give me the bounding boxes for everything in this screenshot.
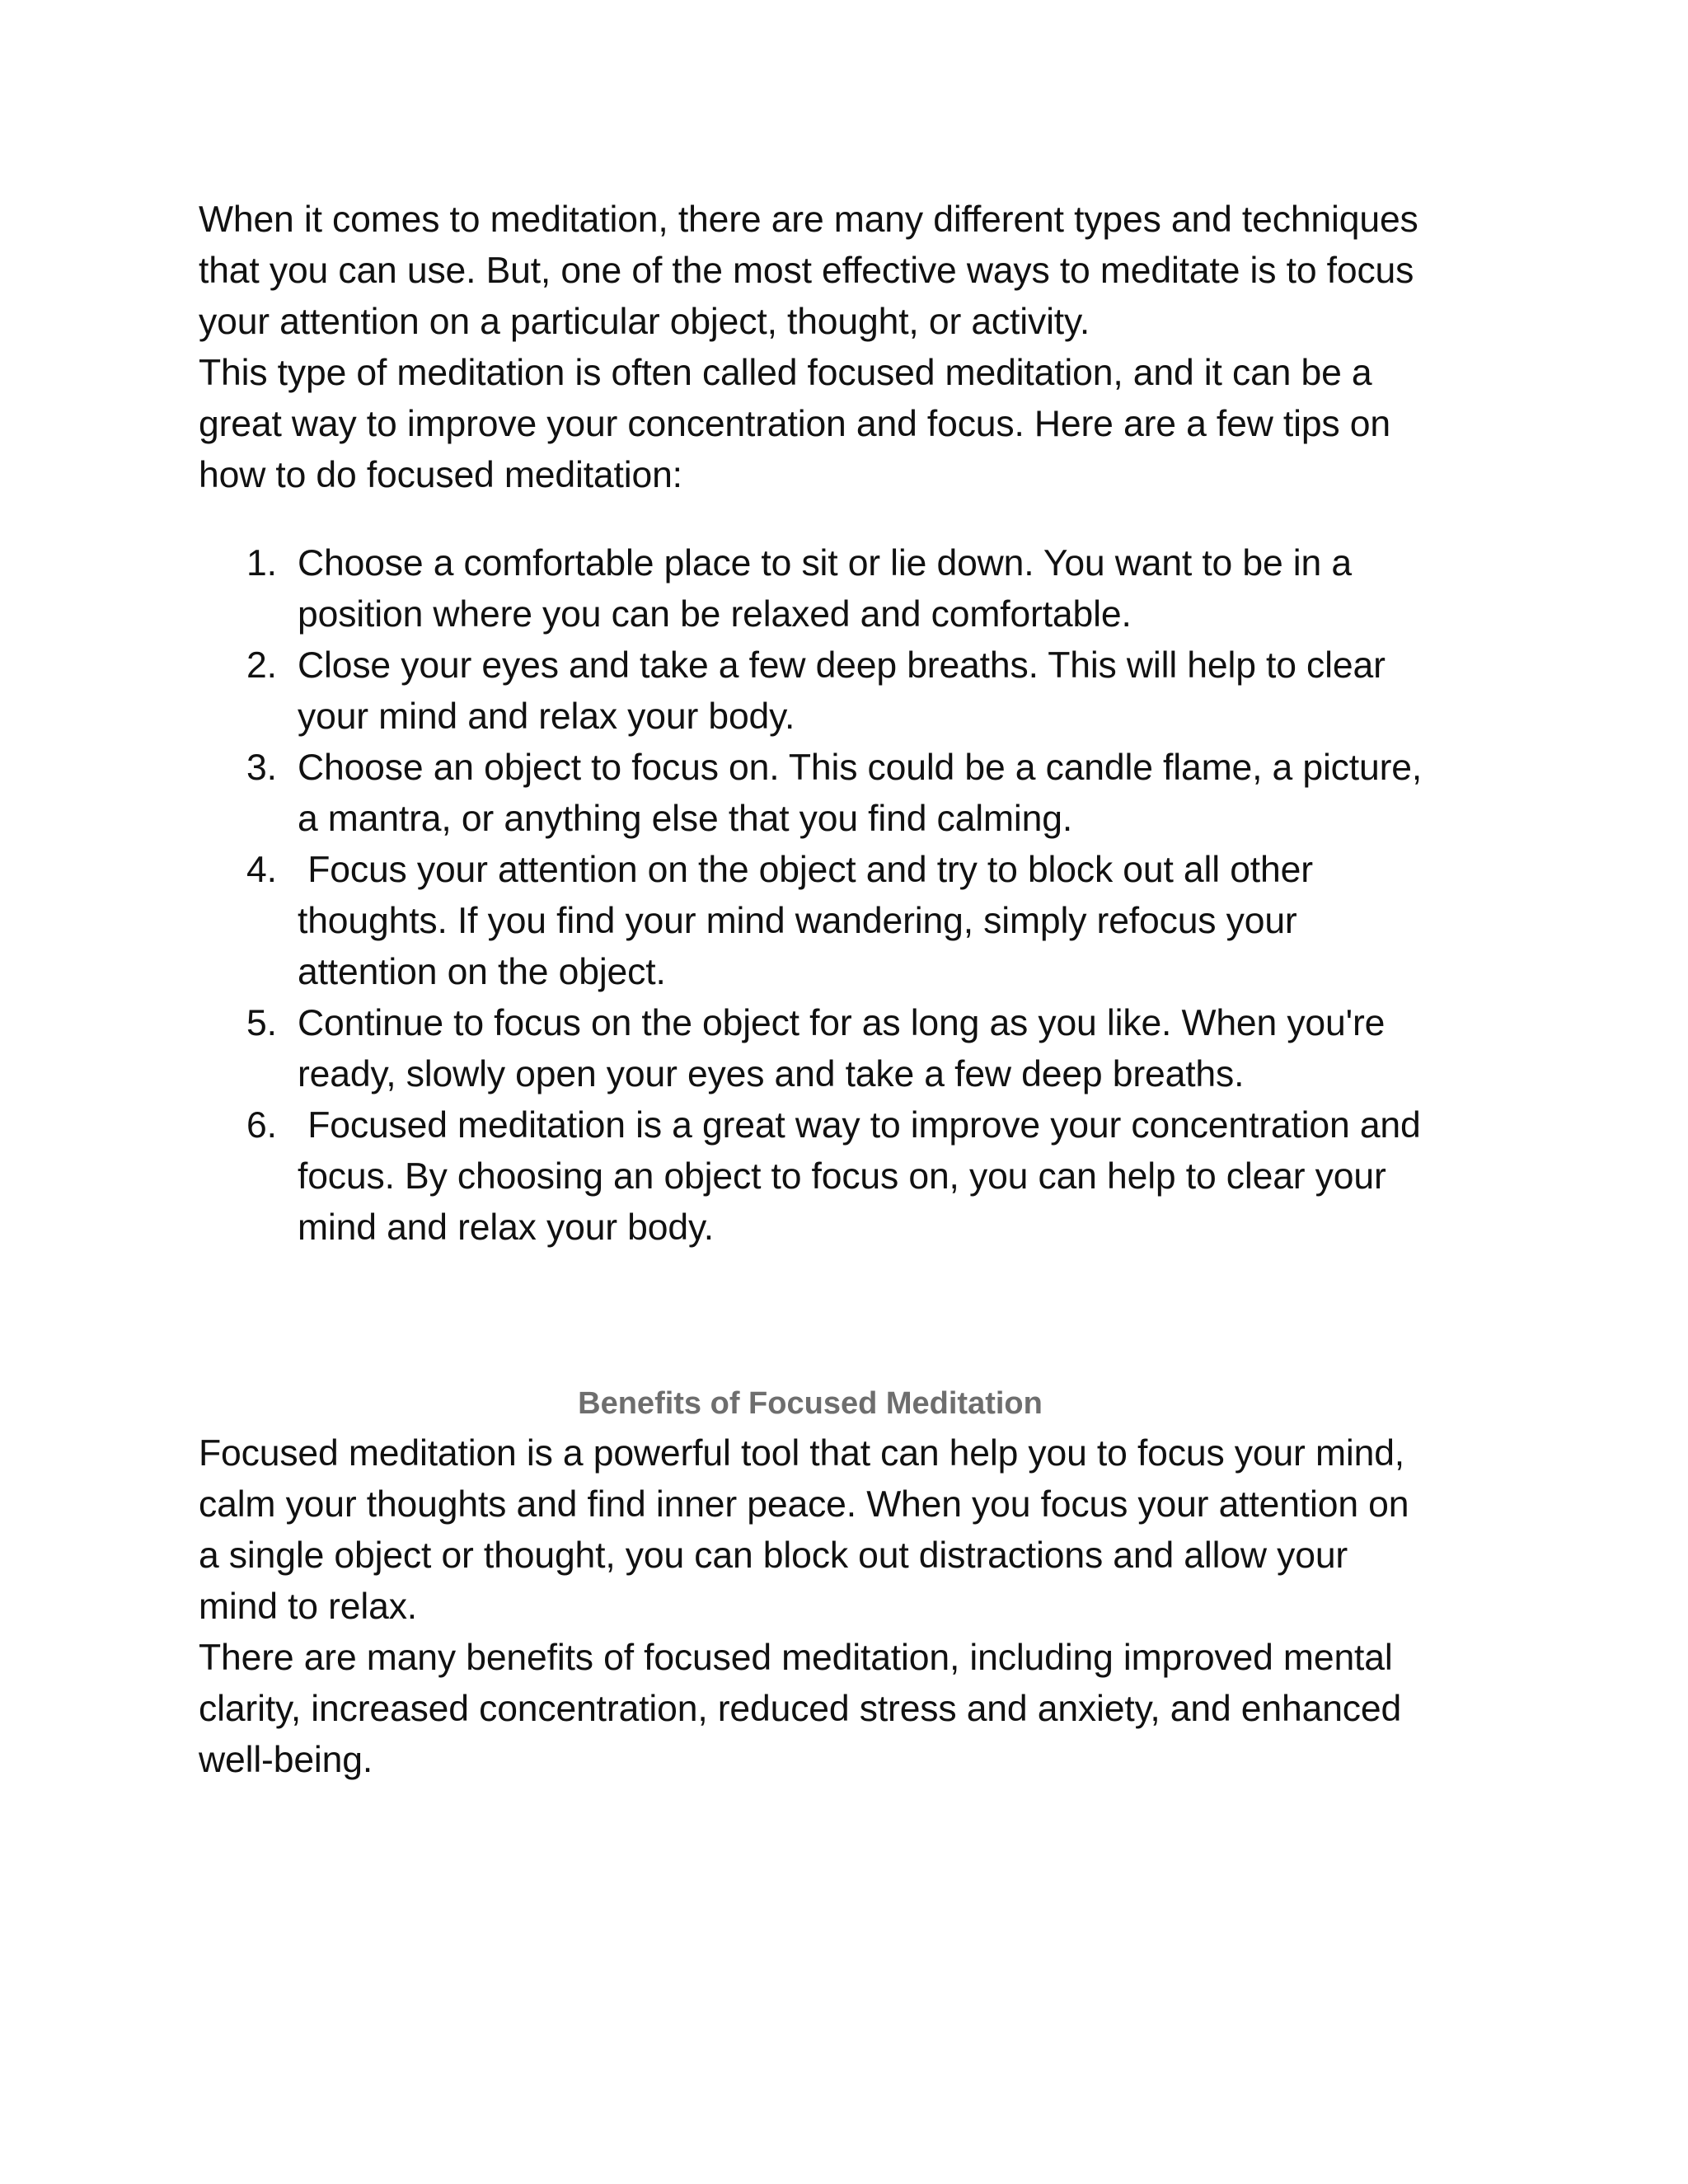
document-body [199, 194, 1435, 1786]
intro-paragraph-1: When it comes to meditation, there are many different types and techniques that you can use. But, one of the most effective ways to meditate is to focus your attention on a particular object, thought, or activity. [199, 199, 1418, 342]
list-item [199, 998, 1435, 1100]
list-item [199, 538, 1435, 640]
list-item [199, 845, 1435, 998]
list-item [199, 640, 1435, 743]
list-item [199, 743, 1435, 845]
step-number: 4. [246, 850, 277, 890]
step-text: Focus your attention on the object and try to block out all other thoughts. If you find your mind wandering, simply refocus your attention on the object. [298, 850, 1324, 992]
step-number: 3. [246, 748, 277, 788]
step-number: 2. [246, 645, 277, 686]
list-item [199, 1100, 1435, 1254]
benefits-heading: Benefits of Focused Meditation [578, 1386, 1043, 1421]
step-text: Continue to focus on the object for as long as you like. When you're ready, slowly open your eyes and take a few deep breaths. [298, 1003, 1395, 1094]
step-number: 6. [246, 1105, 277, 1146]
step-number: 5. [246, 1003, 277, 1043]
benefits-paragraph-2: There are many benefits of focused meditation, including improved mental clarity, increased concentration, reduced stress and anxiety, and enhanced well-being. [199, 1638, 1402, 1780]
benefits-paragraph-1: Focused meditation is a powerful tool that can help you to focus your mind, calm your thoughts and find inner peace. When you focus your attention on a single object or thought, you can block out distractions and allow your mind to relax. [199, 1433, 1409, 1627]
step-text: Choose a comfortable place to sit or lie down. You want to be in a position where you can be relaxed and comfortable. [298, 543, 1362, 635]
step-text: Close your eyes and take a few deep breaths. This will help to clear your mind and relax your body. [298, 645, 1395, 737]
step-text: Choose an object to focus on. This could be a candle flame, a picture, a mantra, or anything else that you find calming. [298, 748, 1432, 839]
step-number: 1. [246, 543, 277, 583]
intro-paragraph-2: This type of meditation is often called focused meditation, and it can be a great way to improve your concentration and focus. Here are a few tips on how to do focused meditation: [199, 353, 1390, 495]
step-text: Focused meditation is a great way to improve your concentration and focus. By choosing an object to focus on, you can help to clear your mind and relax your body. [298, 1105, 1431, 1248]
steps-list [199, 538, 1435, 1254]
